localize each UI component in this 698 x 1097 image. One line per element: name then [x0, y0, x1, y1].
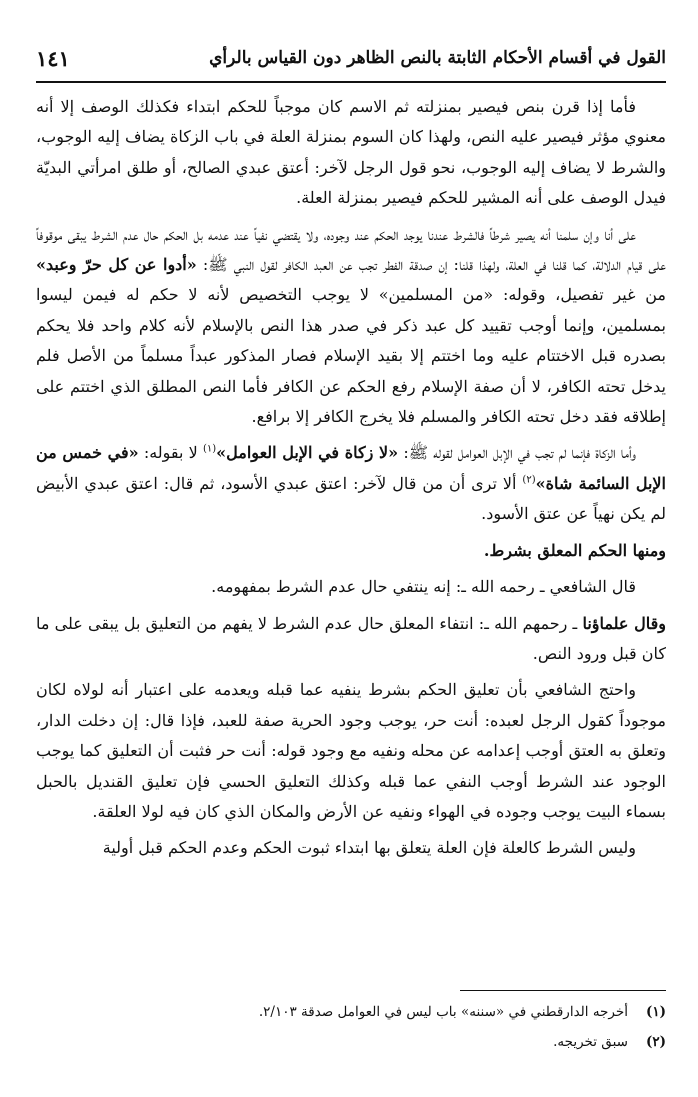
page-number: ١٤١ [36, 45, 70, 71]
footnote-ref: (٢) [522, 474, 536, 486]
paragraph: على أنا وإن سلمنا أنه يصير شرطاً فالشرط عندنا يوجد الحكم عند وجوده، ولا يقتضي نفياً عند عدمه بل الحكم حال عدم الشرط يبقى موقوفاً على قيام الدلالة، كما قلنا في العلة، ولهذا قلنا: إن صدقة الفطر تجب عن العبد الكافر لقول النبي ﷺ: «أدوا عن كل حرّ وعبد» من غير تفصيل، وقوله: «من المسلمين» لا يوجب التخصيص لأنه لا حكم له فيمن ليسوا بمسلمين، وإنما أوجب تقييد كل عبد ذكر في صدر هذا النص بالإسلام لأنه كلام واحد فلا يحكم بصدره قبل الاختتام عليه وما اختتم إلا بقيد الإسلام فصار المذكور عبداً مسلماً من الأصل فلم يدخل تحته الكافر، لا أن صفة الإسلام رفع الحكم عن الكافر فأما النص المطلق الذي اختتم على إطلاقه فقد دخل تحته الكافر والمسلم فلا يخرج الكافر إلا برافع. [36, 224, 667, 427]
header-rule [36, 81, 666, 83]
footnote: (١) أخرجه الدارقطني في «سننه» باب ليس في العوامل صدقة ٢/١٠٣. [258, 1004, 666, 1020]
section-heading: ومنها الحكم المعلق بشرط. [483, 540, 666, 560]
paragraph: واحتج الشافعي بأن تعليق الحكم بشرط ينفيه عما قبله ويعدمه على اعتبار أنه لولاه لكان موجوداً كقول الرجل لعبده: أنت حر، يوجب وجود الحرية صفة للعبد، فإذا قال: إن دخلت الدار، وتعلق به العتق أوجب إعدامه عن محله ونفيه مع وجود قوله: أنت حر فثبت أن التعليق كما يوجب الوجود عند الشرط أوجب النفي عما قبله وكذلك التعليق الحسي فإن تعليق القنديل بالحبل بسماء البيت يوجب وجوده في الهواء ونفيه عن الأرض والمكان الذي كان فيه لولا العلقة. [36, 680, 666, 821]
paragraph: وقال علماؤنا ـ رحمهم الله ـ: انتفاء المعلق حال عدم الشرط لا يفهم من التعليق بل يبقى على ما كان قبل ورود النص. [36, 613, 667, 663]
paragraph: فأما إذا قرن بنص فيصير بمنزلته ثم الاسم كان موجباً للحكم ابتداء فكذلك الوصف إلا أنه معنوي مؤثر فيصير عليه النص، ولهذا كان السوم بمنزلة العلة في باب الزكاة يضاف إليه الوجوب، والشرط لا يضاف إليه الوجوب، نحو قول الرجل لآخر: أعتق عبدي الصالح، أو طلق امرأتي البديّة فيدل الوصف على أنه المشير للحكم فيصير بمنزلة العلة. [36, 97, 667, 208]
footnote: (٢) سبق تخريجه. [553, 1034, 666, 1050]
hadith-quote: «لا زكاة في الإبل العوامل» [216, 443, 399, 463]
page-header [36, 38, 666, 78]
footnotes [36, 997, 666, 1057]
footnote-ref: (١) [202, 444, 217, 456]
footnote-rule [460, 990, 666, 991]
hadith-quote: «في خمس من الإبل السائمة شاة» [36, 443, 666, 493]
hadith-quote: «أدوا عن كل حرّ وعبد» [36, 255, 197, 275]
body-text [36, 92, 666, 870]
running-title: القول في أقسام الأحكام الثابتة بالنص الظاهر دون القياس بالرأي [209, 48, 666, 68]
paragraph: قال الشافعي ـ رحمه الله ـ: إنه ينتفي حال عدم الشرط بمفهومه. [211, 577, 636, 597]
paragraph: وأما الزكاة فإنما لم تجب في الإبل العوامل لقوله ﷺ: «لا زكاة في الإبل العوامل»$^{(١)}$ لا بقوله: «في خمس من الإبل السائمة شاة»$^{(٢)}$ ألا ترى أن من قال لآخر: اعتق عبدي الأسود، ثم قال: اعتق عبدي الأبيض لم يكن نهياً عن عتق الأسود. [36, 443, 666, 524]
paragraph: وليس الشرط كالعلة فإن العلة يتعلق بها ابتداء ثبوت الحكم وعدم الحكم قبل أولية [102, 838, 636, 858]
